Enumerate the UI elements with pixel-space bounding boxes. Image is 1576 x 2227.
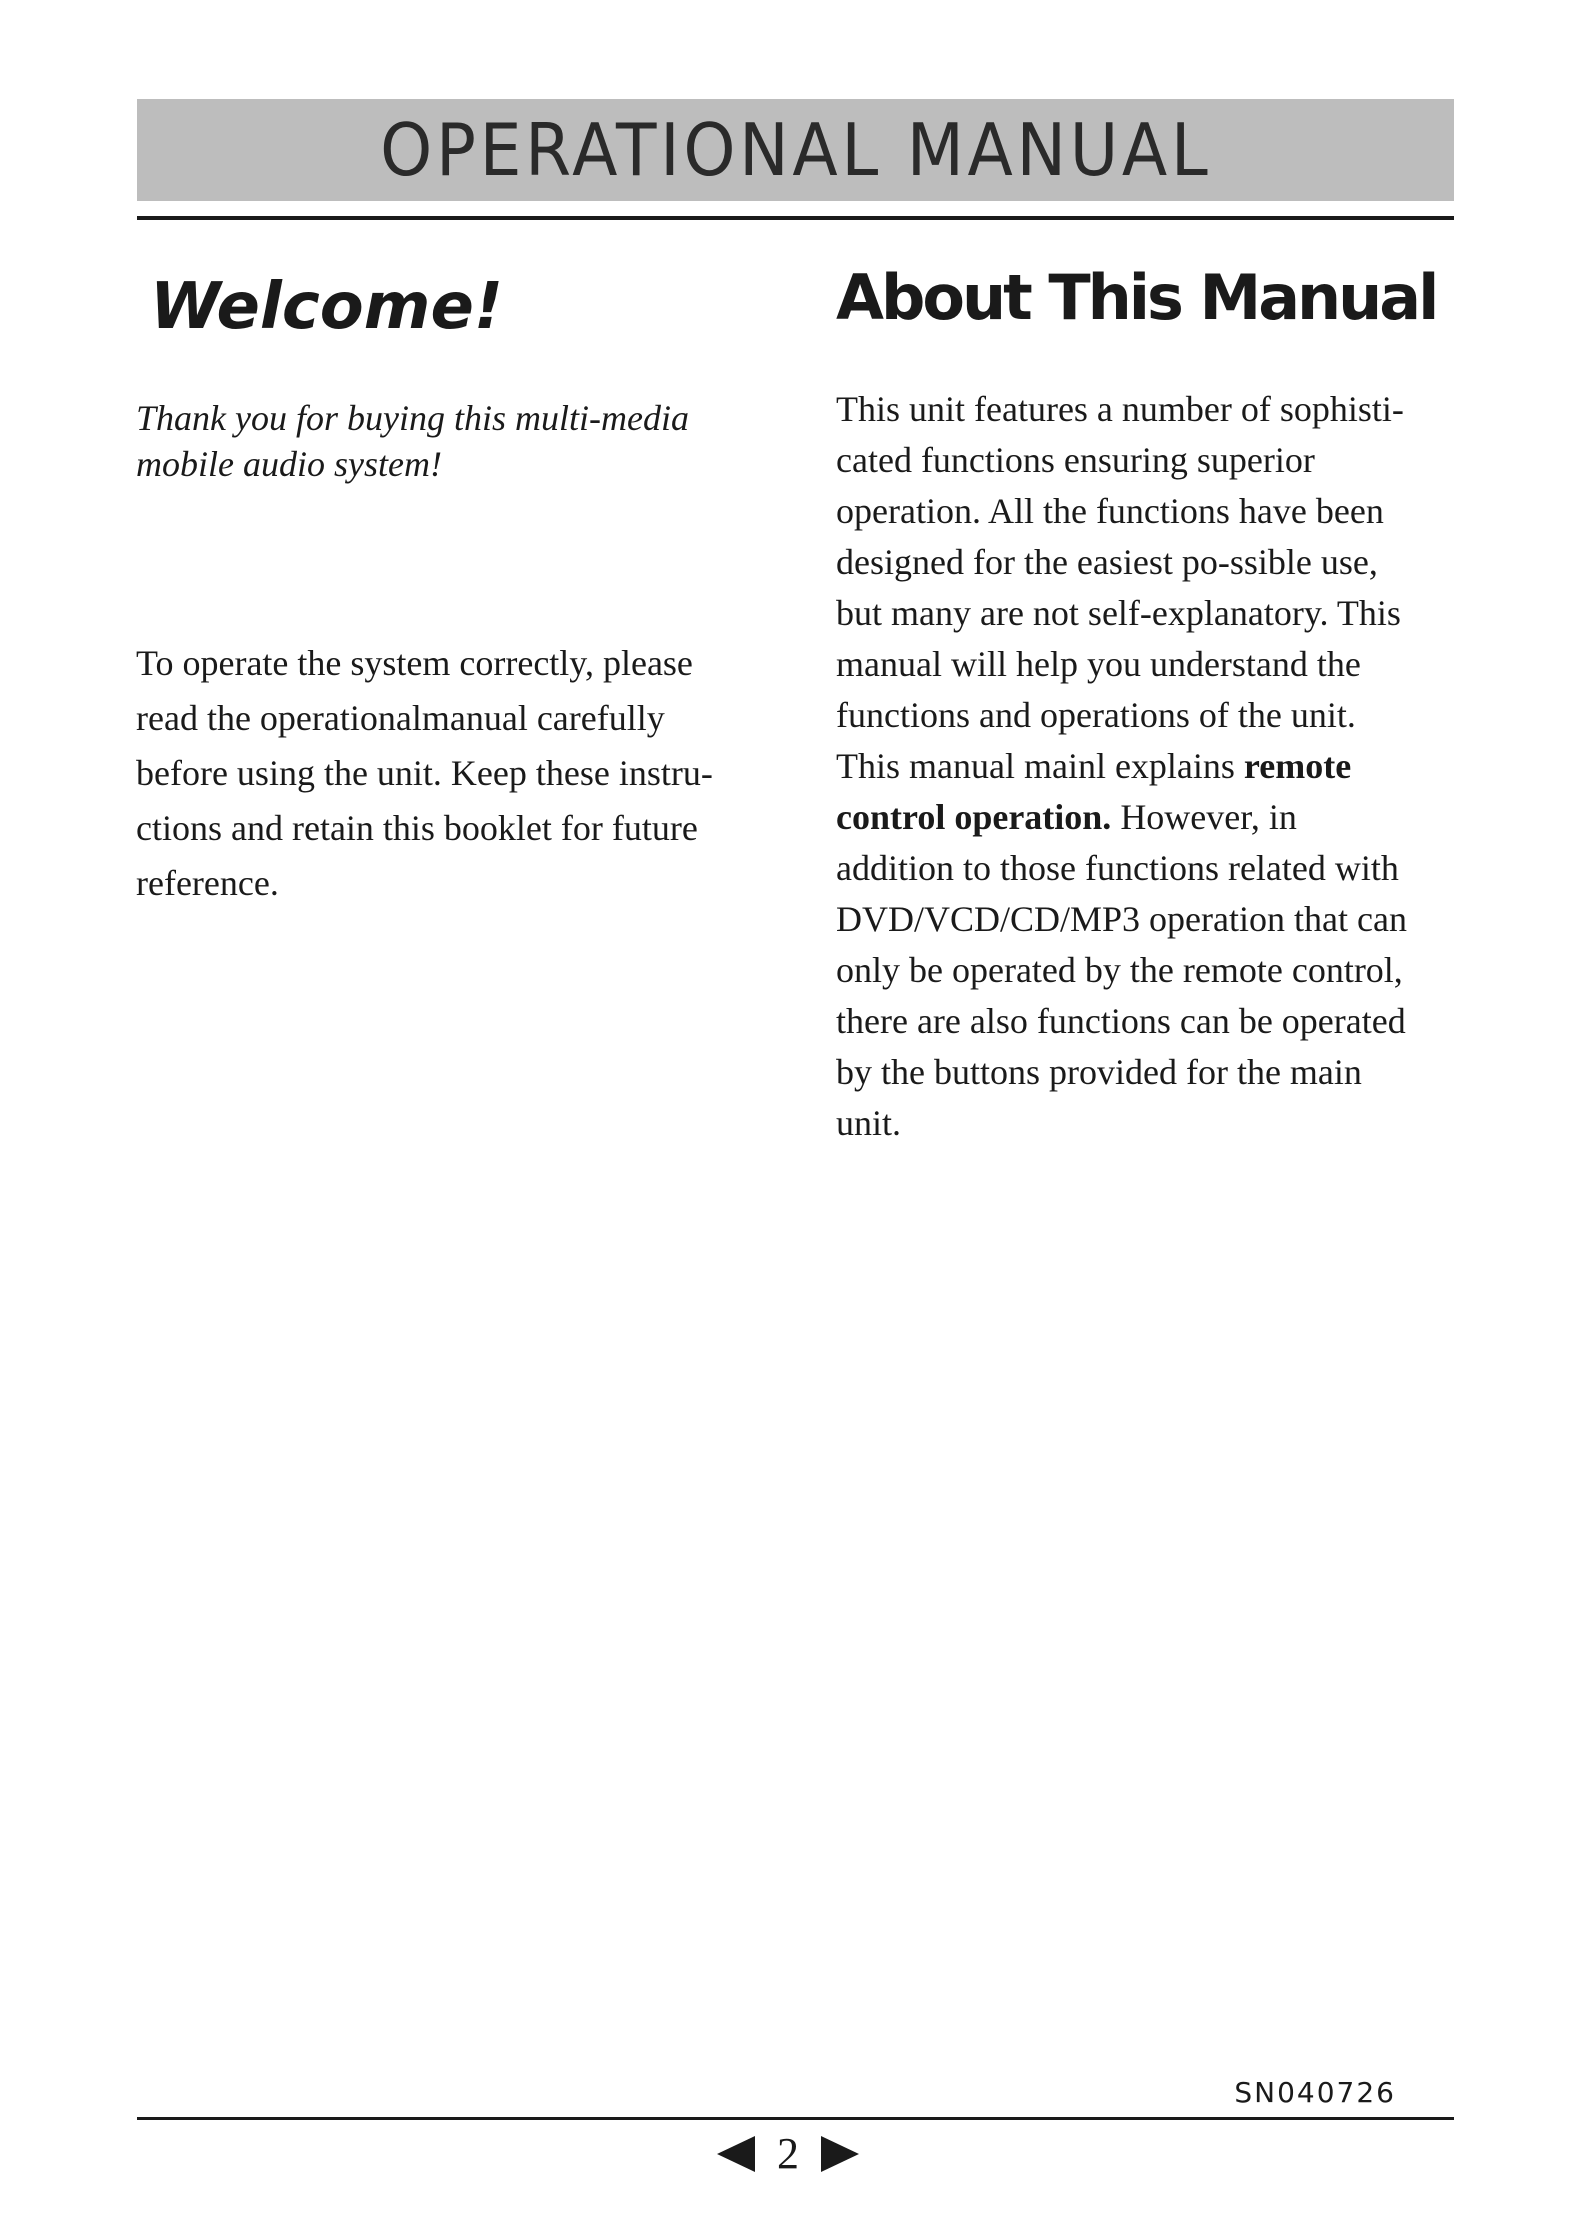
about-line: there are also functions can be operated (836, 1001, 1406, 1041)
about-line: manual will help you understand the (836, 644, 1361, 684)
about-heading: About This Manual (836, 261, 1437, 334)
operate-line: To operate the system correctly, please (136, 643, 693, 683)
about-line: operation. All the functions have been (836, 491, 1384, 531)
page-number: 2 (777, 2129, 799, 2178)
operate-line: reference. (136, 863, 279, 903)
footer-divider (137, 2117, 1454, 2120)
about-line: addition to those functions related with (836, 848, 1399, 888)
page-navigation (0, 2128, 1576, 2179)
welcome-heading: Welcome! (150, 270, 504, 344)
header-divider (137, 216, 1454, 220)
about-line-text: However, in (1111, 797, 1297, 837)
operate-line: ctions and retain this booklet for future (136, 808, 698, 848)
about-line: only be operated by the remote control, (836, 950, 1403, 990)
serial-number: SN040726 (1234, 2076, 1396, 2109)
thank-you-line: mobile audio system! (136, 444, 442, 484)
about-line: cated functions ensuring superior (836, 440, 1315, 480)
right-triangle-arrow-icon (821, 2136, 859, 2172)
operate-line: read the operationalmanual carefully (136, 698, 665, 738)
operate-instructions (136, 636, 776, 911)
thank-you-line: Thank you for buying this multi-media (136, 398, 689, 438)
about-line: This unit features a number of sophisti- (836, 389, 1404, 429)
header-bar (137, 99, 1454, 201)
about-line: functions and operations of the unit. (836, 695, 1356, 735)
operate-line: before using the unit. Keep these instru- (136, 753, 713, 793)
about-line-bold: remote (1243, 746, 1352, 786)
about-line: by the buttons provided for the main (836, 1052, 1362, 1092)
about-line (836, 792, 1466, 843)
about-line-text: This manual mainl explains (836, 746, 1244, 786)
about-line: designed for the easiest po-ssible use, (836, 542, 1378, 582)
left-triangle-arrow-icon (717, 2136, 755, 2172)
about-line: DVD/VCD/CD/MP3 operation that can (836, 899, 1407, 939)
about-line: but many are not self-explanatory. This (836, 593, 1401, 633)
thank-you-message (136, 395, 776, 487)
about-line (836, 741, 1466, 792)
about-line-bold: control operation. (836, 797, 1112, 837)
about-paragraph (836, 384, 1466, 1149)
page-title: OPERATIONAL MANUAL (379, 108, 1212, 192)
about-line: unit. (836, 1103, 902, 1143)
